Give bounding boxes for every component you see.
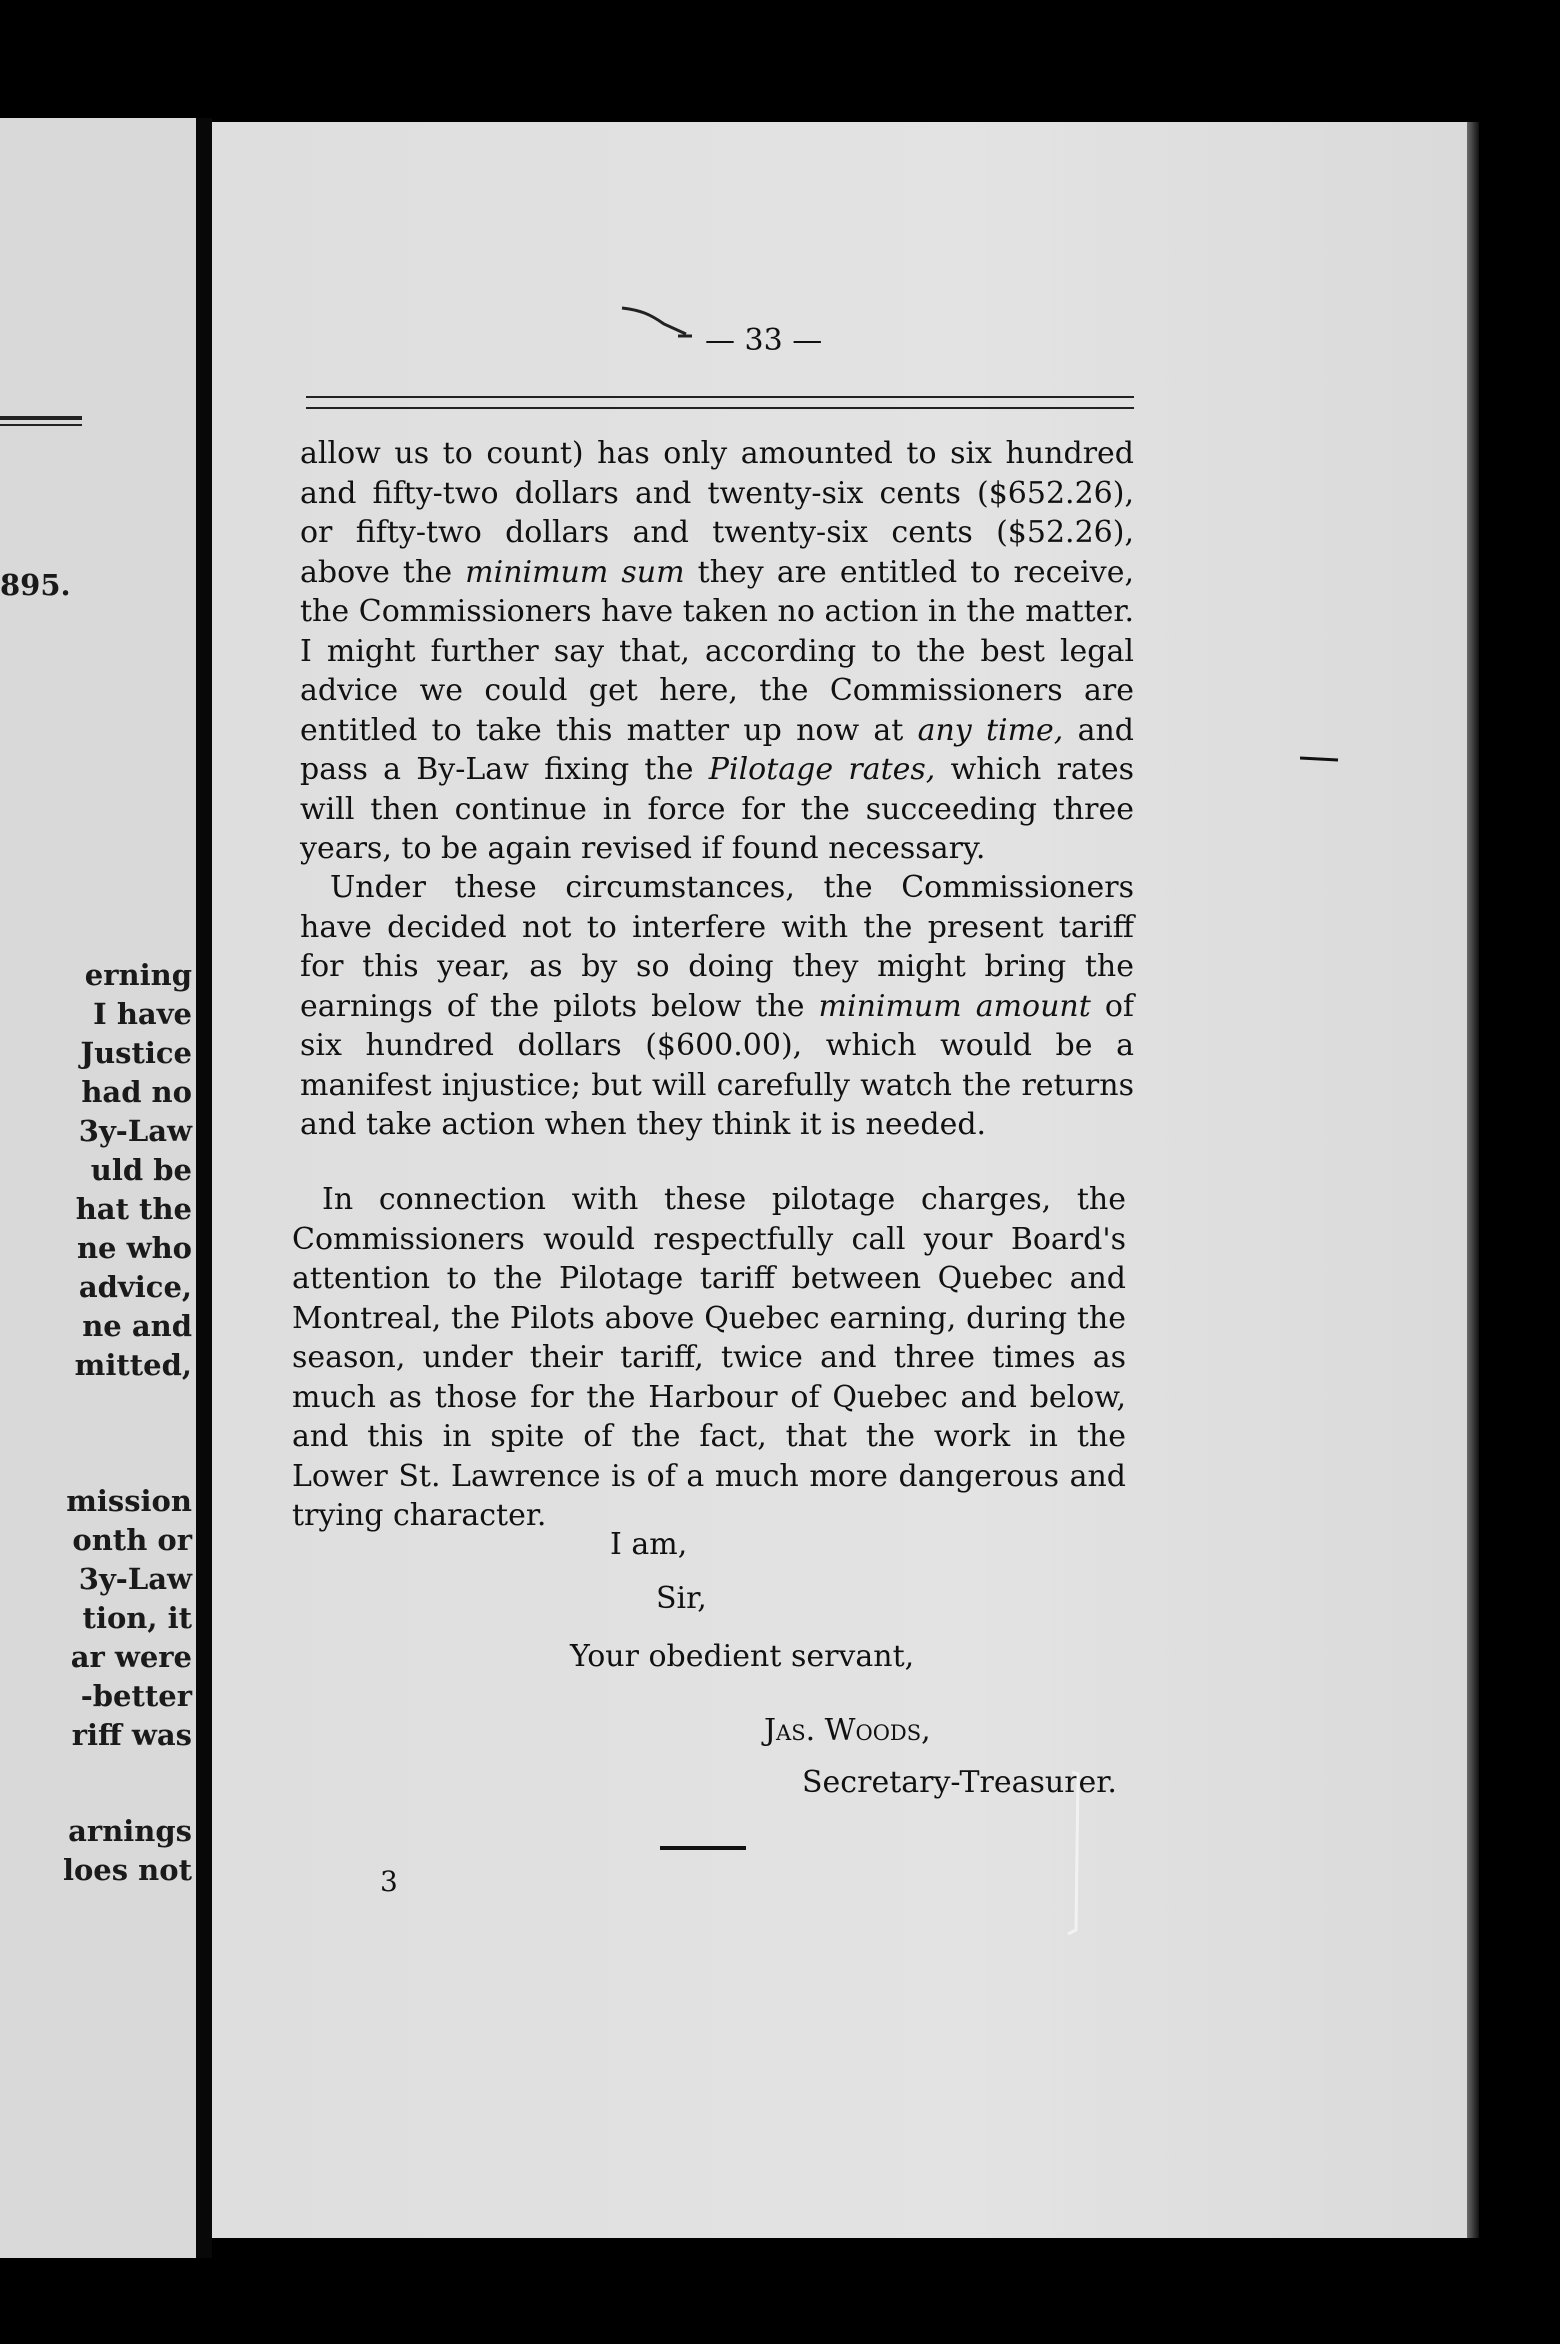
paragraph-text: In connection with these pilotage charges, the Commissioners would respectfully call your Board's attention to the Pilotage tariff between Quebec and Montreal, the Pilots above Quebec earning, during the season, under their tariff, twice and three times as much as those for the Harbour of Quebec and below, and this in spite of the fact, that the work in the Lower St. Lawrence is of a much more dangerous and trying character. [292, 1182, 1126, 1533]
paragraph-text: of six hundred dollars ($600.00), which would be a manifest injustice; but will carefully watch the returns and take action when they think it is needed. [300, 988, 1134, 1142]
left-page-line: riff was [71, 1718, 192, 1752]
left-page-line: -better [80, 1679, 192, 1713]
left-page-line: advice, [78, 1270, 192, 1304]
left-page-rule [0, 416, 82, 420]
left-page-line: Justice [80, 1036, 192, 1070]
left-page-line: ne and [82, 1309, 192, 1343]
paragraph-text: they are entitled to receive, the Commissioners have taken no action in the matter. I might further say that, according to the best legal advice we could get here, the Commissioners are entitled to take this matter up now at [300, 554, 1134, 748]
left-page-rule [0, 424, 82, 426]
left-page-line: uld be [90, 1153, 192, 1187]
left-page-line: erning [84, 958, 192, 992]
closing-obedient-servant: Your obedient servant, [570, 1639, 915, 1674]
page-number: — 33 — [705, 323, 823, 358]
left-page-line: I have [93, 997, 192, 1031]
printer-signature-mark: 3 [380, 1865, 398, 1898]
signatory-name: Jas. Woods, [764, 1713, 931, 1748]
left-page-year: 895. [0, 568, 71, 602]
paragraph-text: Under these circumstances, the Commissioners have decided not to interfere with the present tariff for this year, as by so doing they might bring the earnings of the pilots below the [300, 870, 1134, 1024]
left-page-line: arnings [68, 1814, 192, 1848]
closing-rule [660, 1846, 746, 1850]
left-page-line: ne who [76, 1231, 192, 1265]
left-page-line: onth or [72, 1523, 192, 1557]
header-double-rule [306, 396, 1134, 409]
left-page-line: mitted, [74, 1348, 192, 1382]
paragraph-continued [300, 434, 1134, 869]
margin-bracket-mark [1066, 1770, 1090, 1940]
left-page-line: 3y-Law [78, 1114, 192, 1148]
left-page-line: 3y-Law [78, 1562, 192, 1596]
margin-dash-mark [1300, 752, 1340, 766]
left-page-line: ar were [70, 1640, 192, 1674]
left-facing-page [0, 118, 196, 2258]
paragraph-pilotage-charges [292, 1180, 1126, 1536]
left-page-line: mission [66, 1484, 192, 1518]
paragraph-circumstances [300, 868, 1134, 1145]
left-page-line: hat the [75, 1192, 192, 1226]
emphasis-pilotage-rates: Pilotage rates, [708, 752, 936, 787]
emphasis-any-time: any time, [917, 712, 1064, 748]
paragraph-text: allow us to count) has only amounted to six hundred and fifty-two dollars and twenty-six cents ($652.26), or fifty-two dollars and twenty-six cents ($52.26), above the [300, 436, 1134, 590]
signatory-title: Secretary-Treasurer. [802, 1765, 1117, 1800]
left-page-line: tion, it [82, 1601, 192, 1635]
left-page-line: had no [81, 1075, 192, 1109]
paragraph-text: which rates will then continue in force for the succeeding three years, to be again revised if found necessary. [300, 752, 1134, 866]
page-edge-shadow [1467, 122, 1479, 2238]
emphasis-minimum-amount: minimum amount [818, 988, 1091, 1024]
handwritten-pen-mark [620, 300, 710, 350]
paragraph-text: and pass a By-Law fixing the [300, 712, 1134, 787]
emphasis-minimum-sum: minimum sum [465, 554, 685, 590]
closing-i-am: I am, [610, 1527, 688, 1562]
closing-sir: Sir, [656, 1581, 707, 1616]
left-page-line: loes not [62, 1853, 192, 1887]
book-gutter [196, 118, 212, 2258]
